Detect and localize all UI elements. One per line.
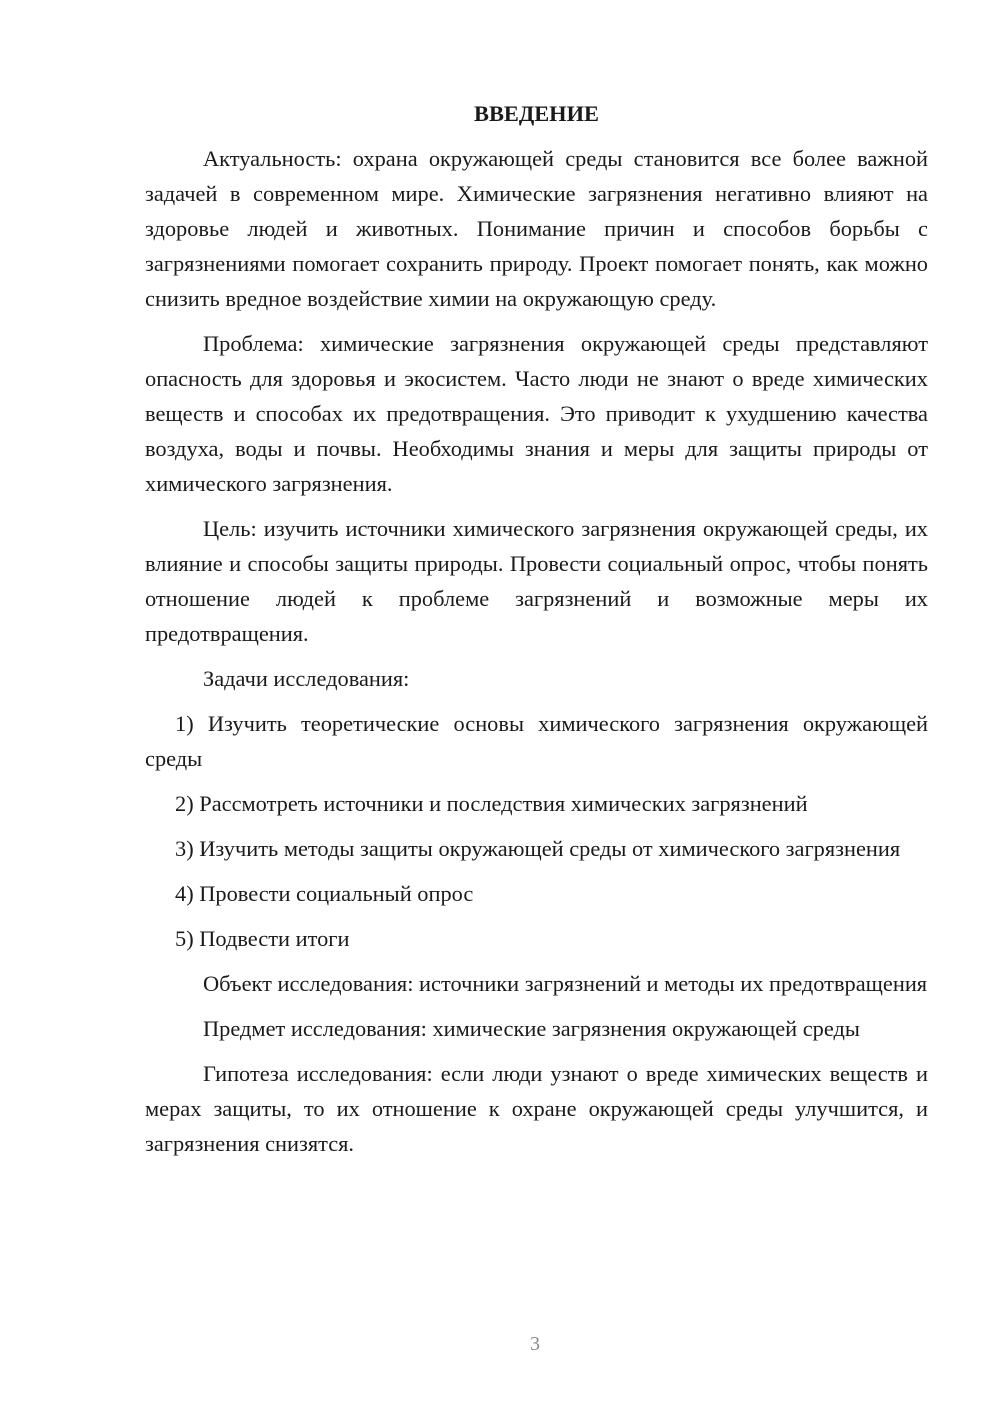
goal-paragraph: Цель: изучить источники химического загрязнения окружающей среды, их влияние и способы защиты природы. Провести социальный опрос, чтобы понять отношение людей к проблеме загрязнений и возможные меры их предотвращения.	[145, 516, 928, 646]
page-content	[145, 96, 928, 1171]
task-item-4: 4) Провести социальный опрос	[175, 881, 474, 906]
page-number: 3	[530, 1333, 540, 1355]
tasks-heading: Задачи исследования:	[203, 666, 410, 691]
object-paragraph: Объект исследования: источники загрязнений и методы их предотвращения	[203, 971, 928, 996]
task-item-1: 1) Изучить теоретические основы химического загрязнения окружающей среды	[145, 711, 928, 771]
subject-paragraph: Предмет исследования: химические загрязнения окружающей среды	[203, 1016, 860, 1041]
task-item-3: 3) Изучить методы защиты окружающей среды от химического загрязнения	[175, 836, 901, 861]
hypothesis-paragraph: Гипотеза исследования: если люди узнают о вреде химических веществ и мерах защиты, то их отношение к охране окружающей среды улучшится, и загрязнения снизятся.	[145, 1061, 928, 1156]
task-item-5: 5) Подвести итоги	[175, 926, 350, 951]
relevance-paragraph: Актуальность: охрана окружающей среды становится все более важной задачей в современном мире. Химические загрязнения негативно влияют на здоровье людей и животных. Понимание причин и способов борьбы с загрязнениями помогает сохранить природу. Проект помогает понять, как можно снизить вредное воздействие химии на окружающую среду.	[145, 146, 928, 311]
section-title: ВВЕДЕНИЕ	[474, 101, 599, 126]
problem-paragraph: Проблема: химические загрязнения окружающей среды представляют опасность для здоровья и экосистем. Часто люди не знают о вреде химических веществ и способах их предотвращения. Это приводит к ухудшению качества воздуха, воды и почвы. Необходимы знания и меры для защиты природы от химического загрязнения.	[145, 331, 928, 496]
task-item-2: 2) Рассмотреть источники и последствия химических загрязнений	[175, 791, 808, 816]
